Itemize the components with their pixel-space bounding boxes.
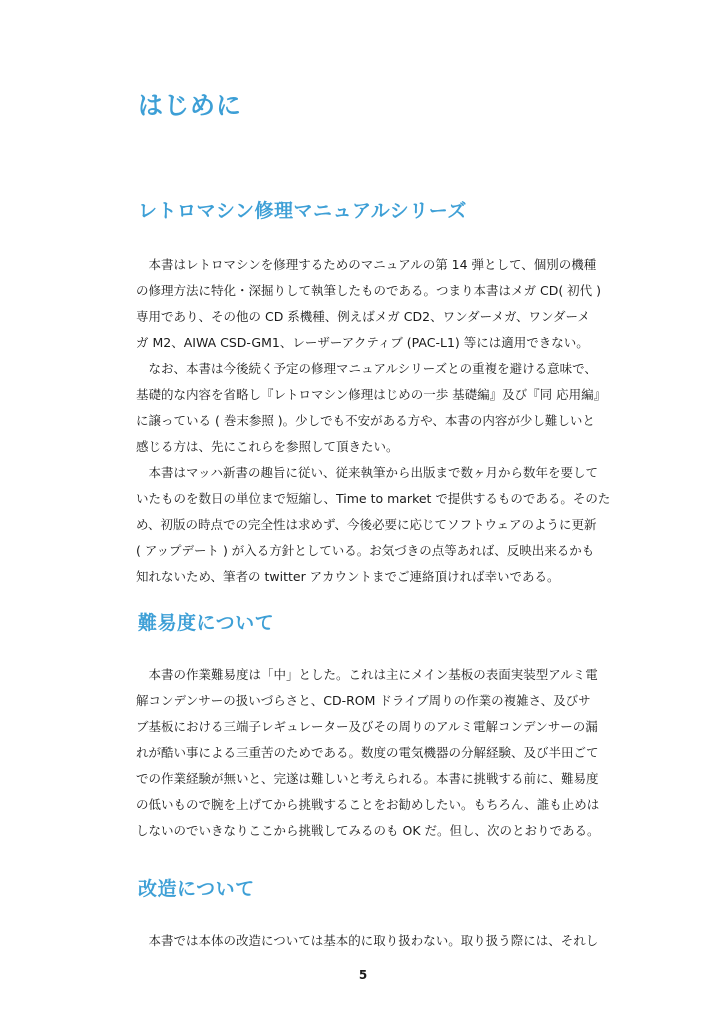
body-line: ガ M2、AIWA CSD-GM1、レーザーアクティブ (PAC-L1) 等には適用できない。	[136, 335, 589, 350]
body-line: の低いもので腕を上げてから挑戦することをお勧めしたい。もちろん、誰も止めは	[136, 797, 600, 812]
body-line: しないのでいきなりここから挑戦してみるのも OK だ。但し、次のとおりである。	[136, 823, 600, 838]
section-heading-modify: 改造について	[138, 878, 255, 900]
body-line: に譲っている ( 巻末参照 )。少しでも不安がある方や、本書の内容が少し難しいと	[136, 413, 595, 428]
body-line: 解コンデンサーの扱いづらさと、CD-ROM ドライブ周りの作業の複雑さ、及びサ	[136, 693, 591, 708]
section-heading-difficulty: 難易度について	[138, 612, 275, 634]
section-body-series	[136, 252, 612, 590]
section-body-modify	[136, 928, 612, 954]
section-body-difficulty	[136, 662, 612, 844]
body-line: ブ基板における三端子レギュレーター及びその周りのアルミ電解コンデンサーの漏	[136, 719, 598, 734]
body-line: れが酷い事による三重苦のためである。数度の電気機器の分解経験、及び半田ごて	[136, 745, 599, 760]
body-line: 知れないため、筆者の twitter アカウントまでご連絡頂ければ幸いである。	[136, 569, 560, 584]
body-line: ( アップデート ) が入る方針としている。お気づきの点等あれば、反映出来るかも	[136, 543, 595, 558]
body-line: 本書はレトロマシンを修理するためのマニュアルの第 14 弾として、個別の機種	[136, 257, 597, 272]
body-line: 本書では本体の改造については基本的に取り扱わない。取り扱う際には、それし	[136, 933, 599, 948]
chapter-title: はじめに	[138, 91, 243, 120]
body-line: いたものを数日の単位まで短縮し、Time to market で提供するものである。そのた	[136, 491, 611, 506]
body-line: 本書はマッハ新書の趣旨に従い、従来執筆から出版まで数ヶ月から数年を要して	[136, 465, 599, 480]
body-line: 本書の作業難易度は「中」とした。これは主にメイン基板の表面実装型アルミ電	[136, 667, 598, 682]
body-line: め、初版の時点での完全性は求めず、今後必要に応じてソフトウェアのように更新	[136, 517, 597, 532]
body-line: なお、本書は今後続く予定の修理マニュアルシリーズとの重複を避ける意味で、	[136, 361, 597, 376]
body-line: 基礎的な内容を省略し『レトロマシン修理はじめの一歩 基礎編』及び『同 応用編』	[136, 387, 607, 402]
body-line: 専用であり、その他の CD 系機種、例えばメガ CD2、ワンダーメガ、ワンダーメ	[136, 309, 590, 324]
page-number: 5	[358, 968, 368, 982]
body-line: の修理方法に特化・深掘りして執筆したものである。つまり本書はメガ CD( 初代 )	[136, 283, 602, 298]
body-line: での作業経験が無いと、完遂は難しいと考えられる。本書に挑戦する前に、難易度	[136, 771, 599, 786]
section-heading-series: レトロマシン修理マニュアルシリーズ	[138, 200, 467, 222]
body-line: 感じる方は、先にこれらを参照して頂きたい。	[136, 439, 399, 454]
